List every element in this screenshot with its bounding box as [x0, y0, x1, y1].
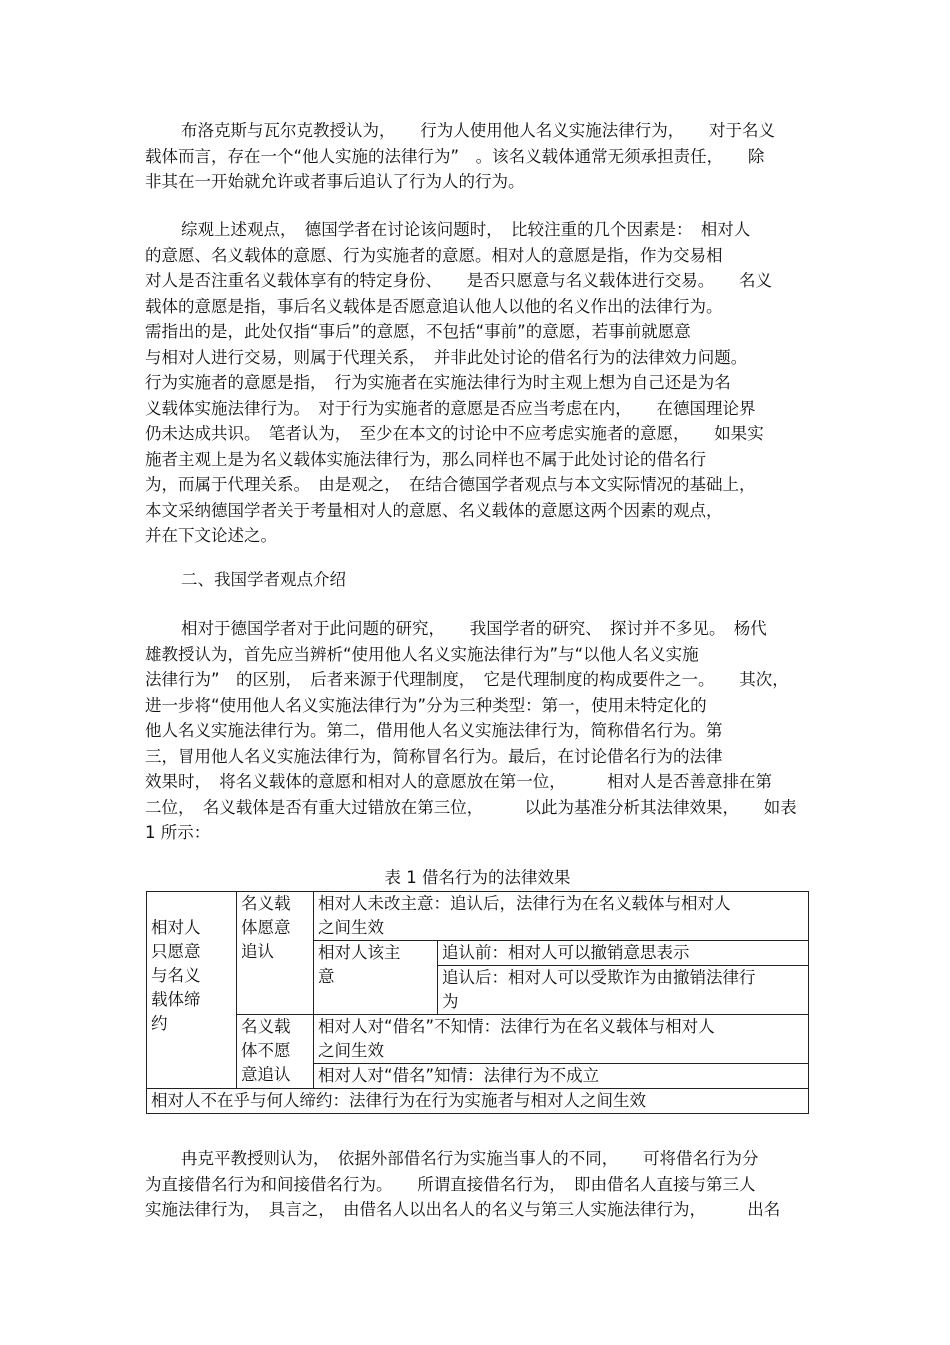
text-line: 他人名义实施法律行为。第二，借用他人名义实施法律行为，简称借名行为。第: [145, 721, 723, 740]
text-line: 冉克平教授则认为， 依据外部借名行为实施当事人的不同， 可将借名行为分: [181, 1149, 759, 1168]
table-cell-party-only-wants-name-holder: 相对人 只愿意 与名义 载体缔 约: [147, 892, 237, 1089]
text-line: 1 所示：: [145, 823, 211, 842]
text-line: 雄教授认为，首先应当辨析“使用他人名义实施法律行为”与“以他人名义实施: [145, 644, 699, 664]
text-line: 与相对人进行交易，则属于代理关系， 并非此处讨论的借名行为的法律效力问题。: [145, 347, 748, 367]
table-caption: 表 1 借名行为的法律效果: [384, 868, 571, 887]
table-row: [147, 892, 809, 941]
table-cell-after-ratification: 追认后：相对人可以受欺诈为由撤销法律行 为: [438, 966, 809, 1015]
text-line: 效果时， 将名义载体的意愿和相对人的意愿放在第一位， 相对人是否善意排在第: [145, 772, 772, 791]
paragraph-brox-walker: [145, 118, 810, 195]
text-line: 进一步将“使用他人名义实施法律行为”分为三种类型：第一，使用未特定化的: [145, 695, 707, 715]
text-line: 三，冒用他人名义实施法律行为，简称冒名行为。最后，在讨论借名行为的法律: [145, 746, 723, 766]
table-cell-unchanged-mind: 相对人未改主意：追认后，法律行为在名义载体与相对人 之间生效: [314, 892, 809, 941]
paragraph-summary: [145, 217, 810, 549]
text-line: 法律行为” 的区别， 后者来源于代理制度， 它是代理制度的构成要件之一。 其次，: [145, 670, 789, 689]
text-line: 仍未达成共识。 笔者认为， 至少在本文的讨论中不应考虑实施者的意愿， 如果实: [145, 424, 764, 443]
text-line: 行为实施者的意愿是指， 行为实施者在实施法律行为时主观上想为自己还是为名: [145, 373, 731, 392]
text-line: 二位， 名义载体是否有重大过错放在第三位， 以此为基准分析其法律效果， 如表: [145, 797, 797, 817]
text-line: 的意愿、名义载体的意愿、行为实施者的意愿。相对人的意愿是指，作为交易相: [145, 245, 723, 265]
legal-effect-table: [146, 891, 809, 1114]
text-line: 综观上述观点， 德国学者在讨论该问题时， 比较注重的几个因素是： 相对人: [181, 220, 751, 239]
text-line: 本文采纳德国学者关于考量相对人的意愿、名义载体的意愿这两个因素的观点，: [145, 500, 723, 520]
text-line: 并在下文论述之。: [145, 526, 277, 545]
table-row: [147, 1015, 809, 1064]
text-line: 实施法律行为， 具言之， 由借名人以出名人的名义与第三人实施法律行为， 出名: [145, 1200, 781, 1219]
text-line: 布洛克斯与瓦尔克教授认为， 行为人使用他人名义实施法律行为， 对于名义: [181, 121, 775, 140]
text-line: 为，而属于代理关系。 由是观之， 在结合德国学者观点与本文实际情况的基础上，: [145, 475, 756, 494]
text-line: 对人是否注重名义载体享有的特定身份、 是否只愿意与名义载体进行交易。 名义: [145, 271, 772, 290]
table-row: [147, 1089, 809, 1114]
text-line: 载体而言，存在一个“他人实施的法律行为” 。该名义载体通常无须承担责任， 除: [145, 146, 765, 166]
text-line: 义载体实施法律行为。 对于行为实施者的意愿是否应当考虑在内， 在德国理论界: [145, 398, 756, 418]
table-cell-changed-mind: 相对人该主 意: [314, 941, 438, 1015]
text-line: 相对于德国学者对于此问题的研究， 我国学者的研究、 探讨并不多见。 杨代: [181, 619, 767, 638]
text-line: 施者主观上是为名义载体实施法律行为，那么同样也不属于此处讨论的借名行: [145, 449, 706, 469]
table-cell-party-indifferent: 相对人不在乎与何人缔约：法律行为在行为实施者与相对人之间生效: [147, 1089, 809, 1114]
section-heading: 二、我国学者观点介绍: [181, 570, 346, 589]
table-cell-before-ratification: 追认前：相对人可以撤销意思表示: [438, 941, 809, 966]
text-line: 需指出的是，此处仅指“事后”的意愿，不包括“事前”的意愿，若事前就愿意: [145, 322, 691, 341]
paragraph-domestic-scholars: [145, 616, 810, 846]
text-line: 为直接借名行为和间接借名行为。 所谓直接借名行为， 即由借名人直接与第三人: [145, 1174, 756, 1194]
table-cell-holder-unwilling-ratify: 名义载 体不愿 意追认: [237, 1015, 314, 1089]
text-line: 载体的意愿是指，事后名义载体是否愿意追认他人以他的名义作出的法律行为。: [145, 296, 723, 316]
table-cell-aware-of-borrowing: 相对人对“借名”知情：法律行为不成立: [314, 1064, 809, 1089]
table-cell-unaware-of-borrowing: 相对人对“借名”不知情：法律行为在名义载体与相对人 之间生效: [314, 1015, 809, 1064]
table-cell-holder-willing-ratify: 名义载 体愿意 追认: [237, 892, 314, 1015]
paragraph-ran-keping: [145, 1146, 810, 1223]
text-line: 非其在一开始就允许或者事后追认了行为人的行为。: [145, 172, 525, 191]
